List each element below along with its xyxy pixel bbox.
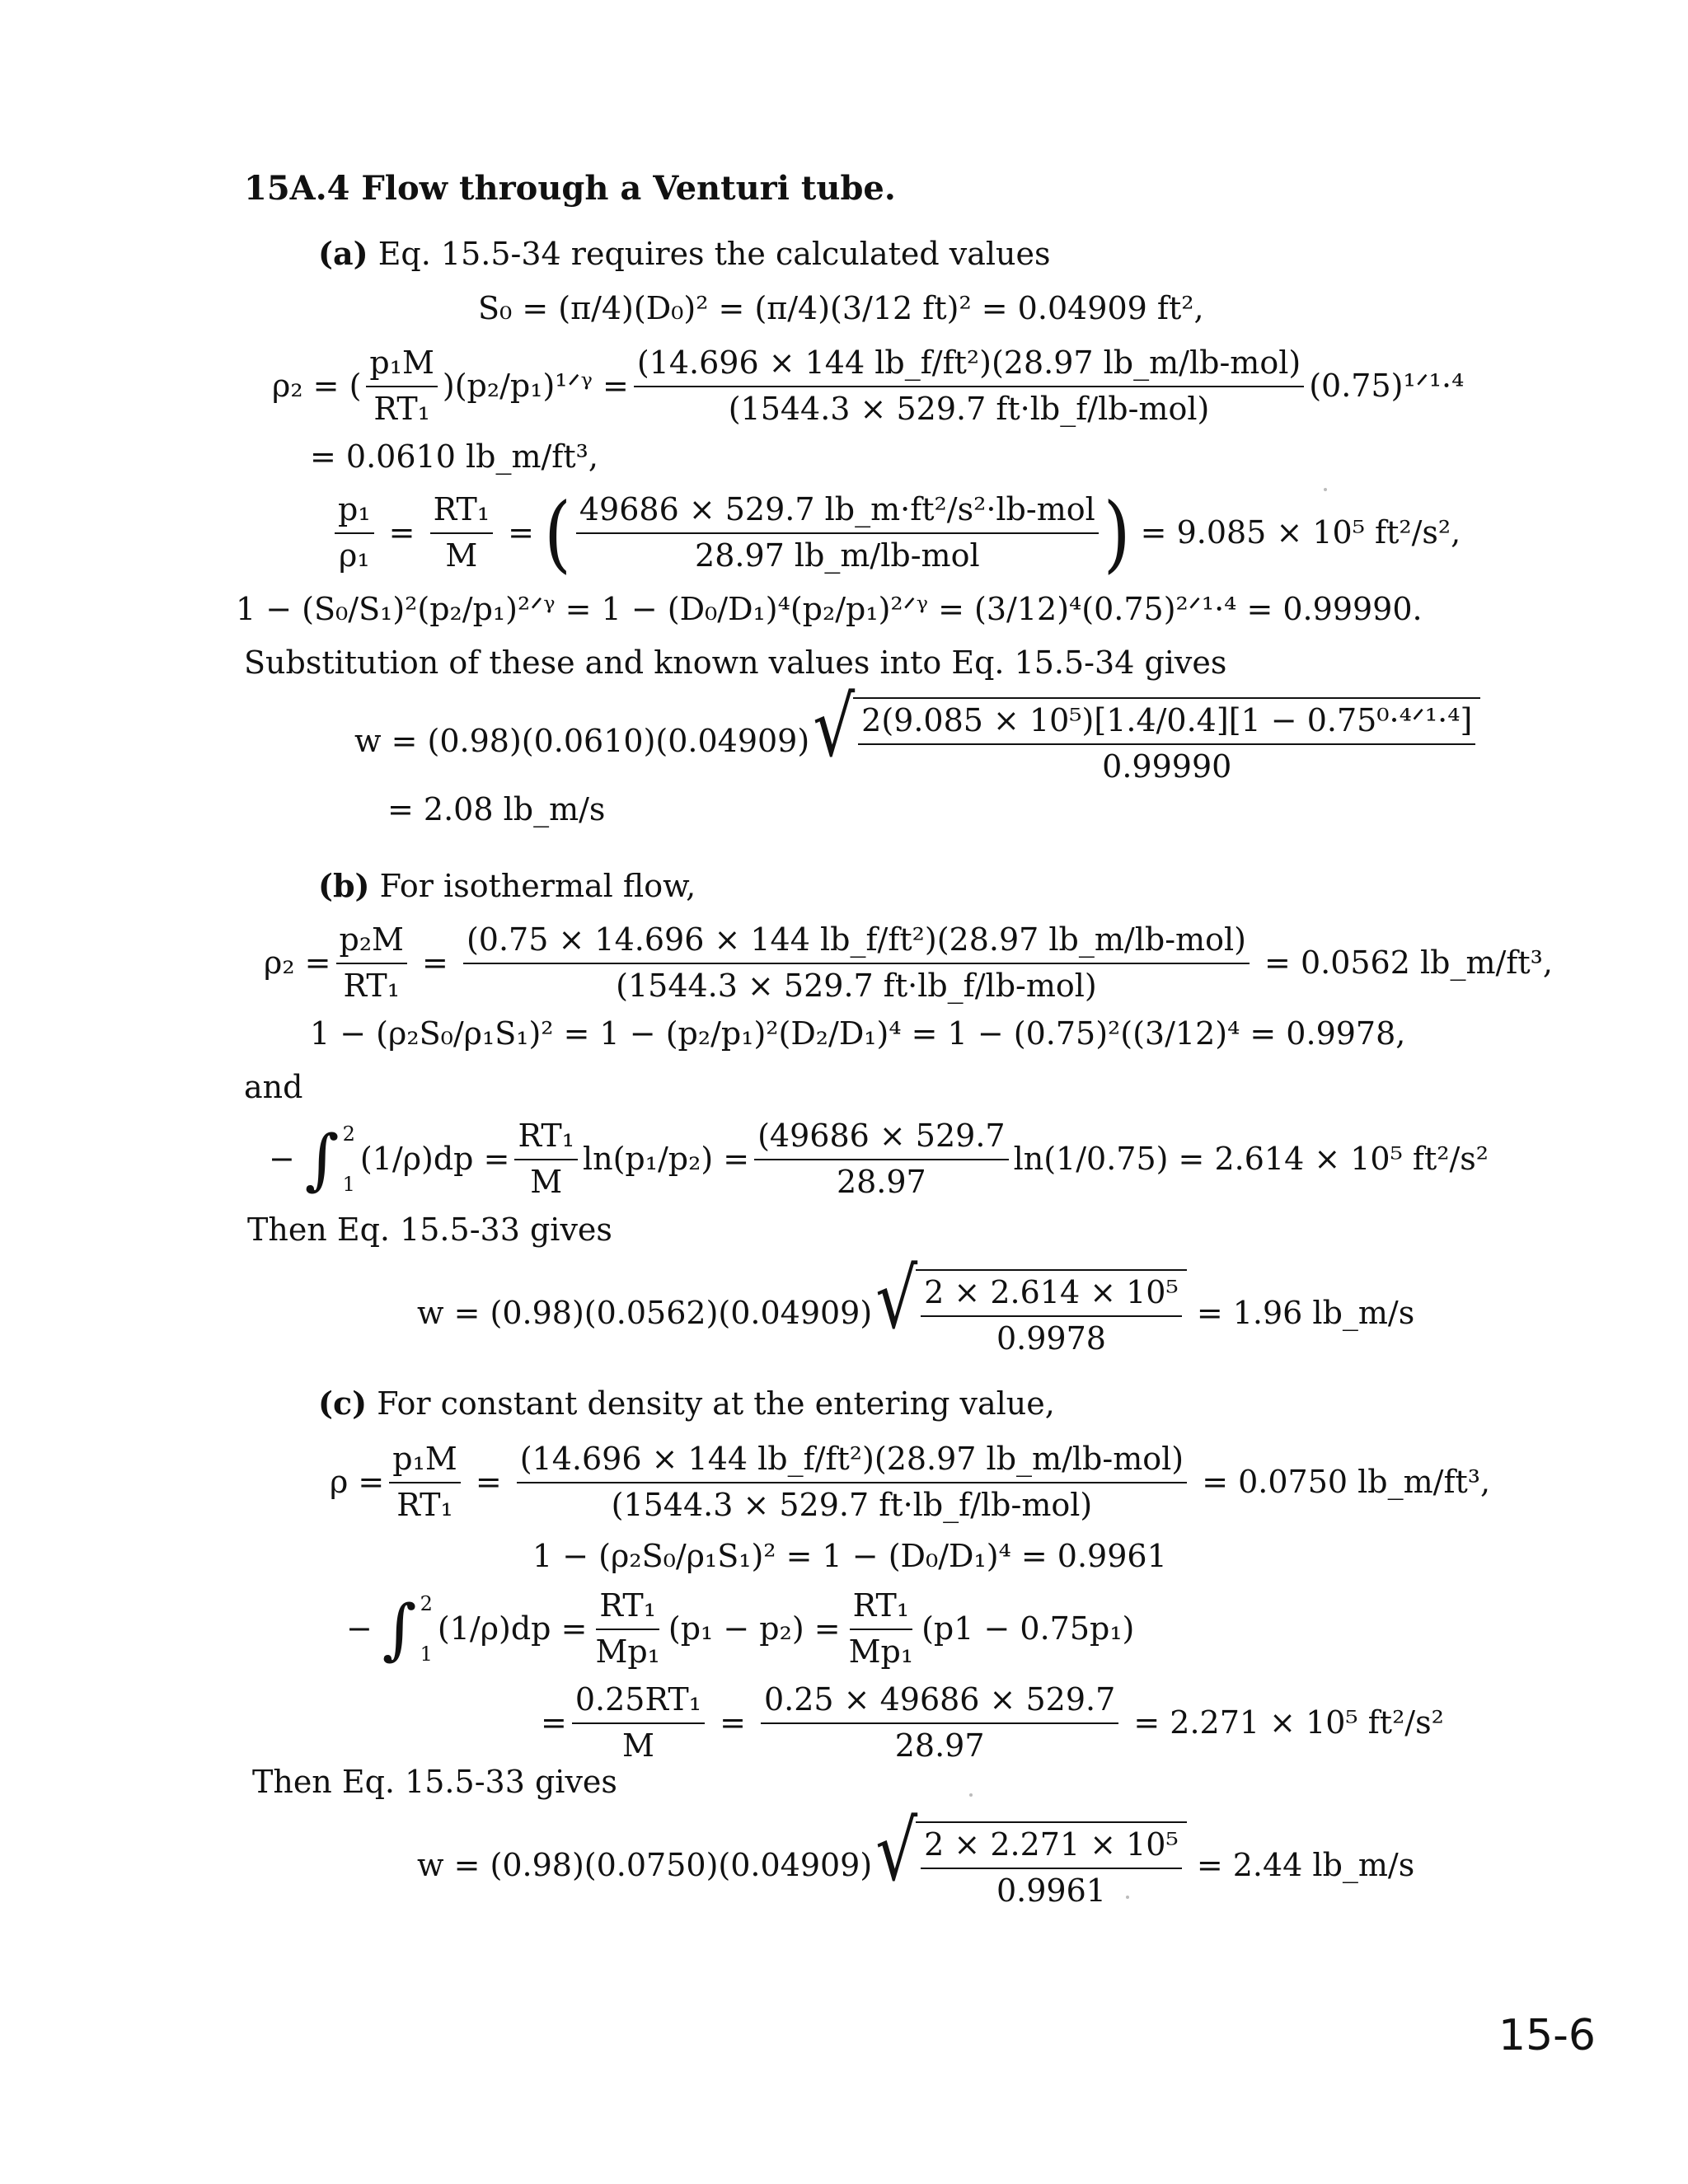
w-a-frac xyxy=(858,702,1475,785)
frac-num: 2 × 2.614 × 10⁵ xyxy=(921,1274,1182,1317)
line2-result: = 2.271 × 10⁵ ft²/s² xyxy=(1133,1704,1444,1741)
w-b-lhs: w = (0.98)(0.0562)(0.04909) xyxy=(417,1294,873,1331)
int-b-frac2 xyxy=(754,1118,1009,1201)
int-c-mid2: (p1 − 0.75p₁) xyxy=(921,1610,1135,1647)
w-c-lhs: w = (0.98)(0.0750)(0.04909) xyxy=(417,1846,873,1883)
part-b-intro xyxy=(318,867,696,906)
int-upper: 2 xyxy=(420,1591,433,1615)
frac-den: RT₁ xyxy=(343,967,400,1004)
rho2-b-lhs: ρ₂ = xyxy=(264,944,331,981)
part-a-intro xyxy=(318,235,1051,274)
frac-num: RT₁ xyxy=(596,1587,659,1630)
eq-rho-c: ρ = $\frac{\text{p₁M}}{\text{RT₁}}$ = $\frac{\text{(14.696 × 144 lb\_f/ft²)(28.97 lb\_m/lb-mol)}}{\text{(1544.3 × 529.7 ft·lb\_f/lb-mol)}}$ = 0.0750 lb_m/ft³, xyxy=(330,1441,1491,1523)
w-b-result: = 1.96 lb_m/s xyxy=(1196,1294,1415,1331)
line2-eq: = xyxy=(541,1704,567,1741)
p1rho1-frac2 xyxy=(430,491,494,574)
frac-den: (1544.3 × 529.7 ft·lb_f/lb-mol) xyxy=(616,967,1097,1004)
rho2-a-tail: (0.75)¹ᐟ¹·⁴ xyxy=(1309,367,1465,404)
then-text-b: Then Eq. 15.5-33 gives xyxy=(247,1212,612,1248)
frac-den: M xyxy=(445,537,478,574)
rho2-a-lhs: ρ₂ = ( xyxy=(272,367,362,404)
frac-num: 49686 × 529.7 lb_m·ft²/s²·lb-mol xyxy=(576,491,1099,534)
frac-num: p₁ xyxy=(335,491,374,534)
eq-w-c xyxy=(417,1802,1415,1910)
int-c-body: (1/ρ)dp = xyxy=(437,1610,588,1647)
line2-frac2 xyxy=(761,1681,1118,1765)
p1rho1-frac3 xyxy=(576,491,1099,574)
frac-den: RT₁ xyxy=(396,1486,453,1523)
frac-num: RT₁ xyxy=(850,1587,913,1630)
rho2-b-result: = 0.0562 lb_m/ft³, xyxy=(1264,944,1553,981)
section-title: 15A.4 Flow through a Venturi tube. xyxy=(244,169,896,208)
rho-c-lhs: ρ = xyxy=(330,1463,385,1500)
eq-integral-c: − ∫ 2 1 (1/ρ)dp = $\frac{\text{RT₁}}{\text{Mp₁}}$ (p₁ − p₂) = $\frac{\text{RT₁}}{\text{Mp₁}}$ (p1 − 0.75p₁) xyxy=(346,1587,1135,1670)
w-c-result: = 2.44 lb_m/s xyxy=(1196,1846,1415,1883)
integral-limits xyxy=(343,1122,355,1197)
part-b-intro-text: For isothermal flow, xyxy=(379,868,696,904)
rho-c-frac1 xyxy=(389,1441,460,1524)
eq-w-b xyxy=(417,1250,1415,1357)
int-c-mid1: (p₁ − p₂) = xyxy=(668,1610,841,1647)
frac-den: 0.99990 xyxy=(1102,748,1232,785)
frac-num: RT₁ xyxy=(430,491,494,534)
rho2-a-result: = 0.0610 lb_m/ft³, xyxy=(310,438,598,475)
frac-den: Mp₁ xyxy=(848,1633,914,1670)
frac-den: Mp₁ xyxy=(595,1633,660,1670)
int-b-frac1 xyxy=(514,1118,578,1201)
frac-num: (14.696 × 144 lb_f/ft²)(28.97 lb_m/lb-mol) xyxy=(634,344,1304,387)
scan-speck xyxy=(1324,488,1327,491)
scan-speck xyxy=(969,1793,973,1797)
line2-frac1 xyxy=(572,1681,705,1765)
eq-ratio-c: 1 − (ρ₂S₀/ρ₁S₁)² = 1 − (D₀/D₁)⁴ = 0.9961 xyxy=(532,1538,1167,1574)
eq-ratio-b: 1 − (ρ₂S₀/ρ₁S₁)² = 1 − (p₂/p₁)²(D₂/D₁)⁴ = 1 − (0.75)²((3/12)⁴ = 0.9978, xyxy=(310,1015,1406,1052)
frac-num: RT₁ xyxy=(514,1118,578,1160)
part-a-label: (a) xyxy=(318,235,368,272)
frac-den: 28.97 xyxy=(894,1727,985,1764)
subst-text: Substitution of these and known values into Eq. 15.5-34 gives xyxy=(244,644,1227,681)
page-number: 15-6 xyxy=(1498,2011,1597,2060)
frac-num: p₁M xyxy=(389,1441,460,1483)
eq-rho2-a xyxy=(272,344,1464,428)
part-c-intro-text: For constant density at the entering value, xyxy=(377,1385,1055,1422)
frac-den: 0.9978 xyxy=(996,1319,1106,1357)
and-text: and xyxy=(244,1069,303,1105)
rho-c-frac2 xyxy=(517,1441,1187,1524)
rho2-a-frac1 xyxy=(366,344,437,428)
rho-c-result: = 0.0750 lb_m/ft³, xyxy=(1202,1463,1491,1500)
w-c-sqrt: √ $\frac{\text{2 × 2.271 × 10⁵}}{0.9961}$ xyxy=(875,1821,1187,1910)
then-text-c: Then Eq. 15.5-33 gives xyxy=(252,1764,617,1800)
eq-p1-rho1: $\frac{\text{p₁}}{\text{ρ₁}}$ = $\frac{\text{RT₁}}{M}$ = ( $\frac{\text{49686 × 529.7 lb\_m·ft²/s²·lb-mol}}{\text{28.97 lb\_m/lb-mol}}$ ) = 9.085 × 10⁵ ft²/s², xyxy=(330,491,1461,574)
frac-den: ρ₁ xyxy=(338,537,370,574)
int-c-frac2 xyxy=(846,1587,917,1671)
frac-den: (1544.3 × 529.7 ft·lb_f/lb-mol) xyxy=(611,1486,1093,1523)
w-b-frac xyxy=(921,1274,1182,1357)
integral-icon: ∫ xyxy=(304,1120,340,1197)
frac-den: M xyxy=(530,1163,563,1200)
part-b-label: (b) xyxy=(318,867,370,904)
part-c-label: (c) xyxy=(318,1385,368,1422)
scan-speck xyxy=(1126,1896,1129,1899)
frac-num: (14.696 × 144 lb_f/ft²)(28.97 lb_m/lb-mol) xyxy=(517,1441,1187,1483)
w-b-sqrt: √ $\frac{\text{2 × 2.614 × 10⁵}}{0.9978}$ xyxy=(875,1269,1187,1357)
frac-den: 28.97 xyxy=(836,1163,926,1200)
int-b-mid: ln(p₁/p₂) = xyxy=(582,1140,750,1177)
eq-s0: S₀ = (π/4)(D₀)² = (π/4)(3/12 ft)² = 0.04909 ft², xyxy=(478,290,1204,326)
int-b-result: ln(1/0.75) = 2.614 × 10⁵ ft²/s² xyxy=(1013,1140,1489,1177)
frac-den: RT₁ xyxy=(373,390,430,427)
frac-num: p₁M xyxy=(366,344,437,387)
part-a-intro-text: Eq. 15.5-34 requires the calculated values xyxy=(377,236,1051,272)
rho2-a-mid: )(p₂/p₁)¹ᐟᵞ = xyxy=(442,367,629,404)
p1rho1-frac1 xyxy=(335,491,374,574)
w-a-result: = 2.08 lb_m/s xyxy=(387,791,606,827)
eq-rho2-b: ρ₂ = $\frac{\text{p₂M}}{\text{RT₁}}$ = $\frac{\text{(0.75 × 14.696 × 144 lb\_f/ft²)(28.97 lb\_m/lb-mol)}}{\text{(1544.3 × 529.7 ft·lb\_f/lb-mol)}}$ = 0.0562 lb_m/ft³, xyxy=(264,921,1553,1004)
frac-num: 2 × 2.271 × 10⁵ xyxy=(921,1826,1182,1869)
eq-w-a xyxy=(354,678,1480,785)
frac-num: p₂M xyxy=(336,921,407,964)
integral-icon: ∫ xyxy=(382,1590,417,1667)
frac-den: 28.97 lb_m/lb-mol xyxy=(695,537,980,574)
eq-integral-b: − ∫ 2 1 (1/ρ)dp = $\frac{\text{RT₁}}{M}$ ln(p₁/p₂) = $\frac{(49686 \times 529.7}{28.97}$ ln(1/0.75) = 2.614 × 10⁵ ft²/s² xyxy=(269,1118,1489,1200)
p1rho1-result: = 9.085 × 10⁵ ft²/s², xyxy=(1140,513,1461,551)
eq-ratio-a: 1 − (S₀/S₁)²(p₂/p₁)²ᐟᵞ = 1 − (D₀/D₁)⁴(p₂/p₁)²ᐟᵞ = (3/12)⁴(0.75)²ᐟ¹·⁴ = 0.99990. xyxy=(236,591,1423,627)
rho2-a-frac2 xyxy=(634,344,1304,428)
frac-den: M xyxy=(621,1727,654,1764)
frac-den: (1544.3 × 529.7 ft·lb_f/lb-mol) xyxy=(728,390,1210,427)
frac-num: 2(9.085 × 10⁵)[1.4/0.4][1 − 0.75⁰·⁴ᐟ¹·⁴] xyxy=(858,702,1475,745)
frac-num: (49686 × 529.7 xyxy=(754,1118,1009,1160)
int-upper: 2 xyxy=(342,1122,355,1146)
eq-integral-c-line2: = $\frac{\text{0.25RT₁}}{M}$ = $\frac{0.25 \times 49686 \times 529.7}{28.97}$ = 2.271 × 10⁵ ft²/s² xyxy=(541,1681,1444,1764)
int-b-body: (1/ρ)dp = xyxy=(359,1140,510,1177)
frac-num: (0.75 × 14.696 × 144 lb_f/ft²)(28.97 lb_m/lb-mol) xyxy=(463,921,1250,964)
w-a-sqrt: √ $\frac{\text{2(9.085 × 10⁵)[1.4/0.4][1 − 0.75⁰·⁴ᐟ¹·⁴]}}{0.99990}$ xyxy=(813,697,1480,785)
int-lower: 1 xyxy=(342,1172,355,1196)
frac-num: 0.25 × 49686 × 529.7 xyxy=(761,1681,1118,1724)
part-c-intro xyxy=(318,1385,1055,1423)
frac-den: 0.9961 xyxy=(996,1872,1106,1909)
int-c-frac1 xyxy=(592,1587,663,1671)
frac-num: 0.25RT₁ xyxy=(572,1681,705,1724)
int-lower: 1 xyxy=(420,1642,433,1666)
w-a-lhs: w = (0.98)(0.0610)(0.04909) xyxy=(354,722,810,759)
integral-limits xyxy=(420,1592,433,1666)
rho2-b-frac1 xyxy=(336,921,407,1005)
w-c-frac xyxy=(921,1826,1182,1910)
rho2-b-frac2 xyxy=(463,921,1250,1005)
